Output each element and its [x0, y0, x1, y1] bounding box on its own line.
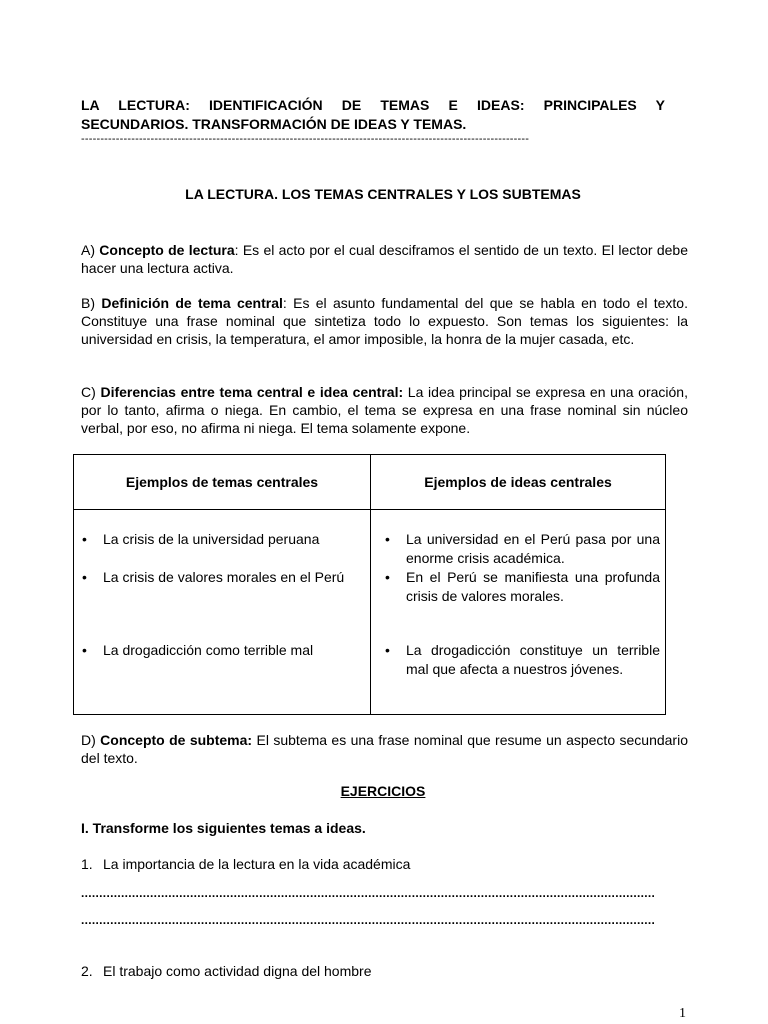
ideas-column: [371, 510, 666, 715]
paragraph-b-prefix: B): [81, 295, 102, 311]
list-item: [385, 641, 660, 679]
paragraph-b-text: : Es el asunto fundamental del que se habla en todo el texto. Constituye una frase nominal que sintetiza todo lo expuesto. Son temas los siguientes: la universidad en crisis, la temperatura, el amor imposible, la honra de la mujer casada, etc.: [81, 295, 688, 347]
exercise-item-2: [81, 963, 372, 979]
list-item-text: La drogadicción constituye un terrible mal que afecta a nuestros jóvenes.: [406, 642, 660, 677]
list-item: [82, 641, 363, 660]
exercise-text: El trabajo como actividad digna del hombre: [103, 963, 372, 979]
paragraph-d-prefix: D): [81, 732, 101, 748]
bullet-icon: •: [82, 531, 87, 547]
answer-line: ..............................................................................................................................................................: [81, 888, 656, 898]
list-item: [82, 568, 363, 587]
paragraph-d-term: Concepto de subtema:: [100, 732, 253, 748]
bullet-icon: •: [82, 569, 87, 585]
paragraph-d: [81, 731, 688, 767]
paragraph-b: [81, 294, 688, 348]
temas-column: [74, 510, 371, 715]
section-title: LA LECTURA. LOS TEMAS CENTRALES Y LOS SUBTEMAS: [185, 186, 581, 202]
list-item: [385, 568, 660, 606]
list-item: [82, 530, 363, 549]
paragraph-a-prefix: A): [81, 242, 100, 258]
paragraph-c-text: La idea principal se expresa en una oración, por lo tanto, afirma o niega. En cambio, el tema se expresa en una frase nominal sin núcleo verbal, por eso, no afirma ni niega. El tema solamente expone.: [81, 384, 688, 436]
exercises-title: EJERCICIOS: [340, 783, 426, 799]
exercise-item-1: [81, 856, 410, 872]
page-number: 1: [679, 1006, 686, 1021]
paragraph-d-text: El subtema es una frase nominal que resume un aspecto secundario del texto.: [81, 732, 688, 766]
paragraph-c: [81, 383, 688, 437]
document-title: [81, 96, 665, 134]
list-item: [385, 530, 660, 568]
bullet-icon: •: [385, 531, 390, 547]
list-item-text: En el Perú se manifiesta una profunda crisis de valores morales.: [406, 569, 660, 604]
separator-line: --------------------------------------------------------------------------------------------------------------------: [81, 134, 530, 144]
bullet-icon: •: [385, 642, 390, 658]
table-header-ideas: Ejemplos de ideas centrales: [371, 455, 666, 510]
list-item-text: La drogadicción como terrible mal: [103, 642, 314, 658]
paragraph-c-prefix: C): [81, 384, 101, 400]
paragraph-b-term: Definición de tema central: [101, 295, 283, 311]
examples-table: [73, 454, 666, 715]
paragraph-a-term: Concepto de lectura: [99, 242, 235, 258]
exercise-number: 1.: [81, 856, 93, 872]
paragraph-a-text: : Es el acto por el cual desciframos el sentido de un texto. El lector debe hacer una lectura activa.: [81, 242, 688, 276]
bullet-icon: •: [385, 569, 390, 585]
table-header-temas: Ejemplos de temas centrales: [74, 455, 371, 510]
paragraph-a: [81, 241, 688, 277]
list-item-text: La crisis de valores morales en el Perú: [103, 569, 345, 585]
list-item-text: La crisis de la universidad peruana: [103, 531, 320, 547]
exercise-heading: I. Transforme los siguientes temas a ideas.: [81, 820, 366, 836]
answer-line: ..............................................................................................................................................................: [81, 915, 656, 925]
list-item-text: La universidad en el Perú pasa por una enorme crisis académica.: [406, 531, 660, 566]
bullet-icon: •: [82, 642, 87, 658]
paragraph-c-term: Diferencias entre tema central e idea central:: [100, 384, 404, 400]
exercise-number: 2.: [81, 963, 93, 979]
title-line-1: LA LECTURA: IDENTIFICACIÓN DE TEMAS E IDEAS: PRINCIPALES Y: [81, 97, 665, 113]
exercise-text: La importancia de la lectura en la vida académica: [103, 856, 411, 872]
title-line-2: SECUNDARIOS. TRANSFORMACIÓN DE IDEAS Y TEMAS.: [81, 116, 467, 132]
